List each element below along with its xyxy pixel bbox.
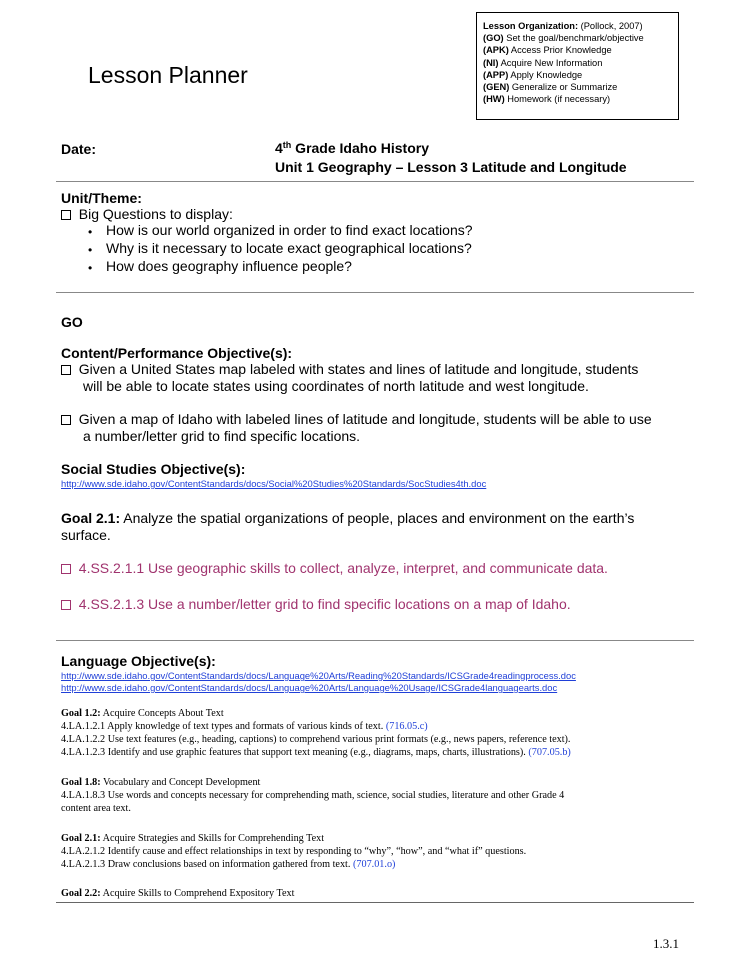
checkbox-icon xyxy=(61,210,71,220)
go-heading: GO xyxy=(61,314,83,330)
divider xyxy=(56,181,694,182)
checkbox-icon xyxy=(61,415,71,425)
theme-heading: Unit/Theme: xyxy=(61,190,142,206)
objective-1: Given a United States map labeled with states and lines of latitude and longitude, students xyxy=(61,361,638,378)
big-question: Why is it necessary to locate exact geographical locations? xyxy=(106,240,472,256)
big-questions-label: Big Questions to display: xyxy=(78,206,233,222)
goal-1-8: Goal 1.8: Vocabulary and Concept Development xyxy=(61,777,261,788)
language-heading: Language Objective(s): xyxy=(61,653,216,669)
bullet-icon: • xyxy=(88,243,93,257)
legend-row: (HW) Homework (if necessary) xyxy=(483,94,611,105)
standard-line: content area text. xyxy=(61,803,131,814)
standard-line: 4.LA.1.2.1 Apply knowledge of text types and formats of various kinds of text. (716.05.c) xyxy=(61,721,428,732)
footer-divider xyxy=(56,902,694,903)
grade-line: 4th Grade Idaho History xyxy=(275,140,429,156)
goal-2-2: Goal 2.2: Acquire Skills to Comprehend Expository Text xyxy=(61,888,295,899)
big-questions-row xyxy=(61,206,233,223)
big-question: How is our world organized in order to find exact locations? xyxy=(106,222,473,238)
legend-row: (GO) Set the goal/benchmark/objective xyxy=(483,33,644,44)
page-title: Lesson Planner xyxy=(88,62,248,88)
language-link-reading[interactable]: http://www.sde.idaho.gov/ContentStandards/docs/Language%20Arts/Reading%20Standards/ICSGrade4readingprocess.doc xyxy=(61,670,576,681)
big-question: How does geography influence people? xyxy=(106,258,352,274)
legend-row: (APP) Apply Knowledge xyxy=(483,69,583,80)
legend-row: (GEN) Generalize or Summarize xyxy=(483,82,618,93)
standard-line: 4.LA.1.2.3 Identify and use graphic features that support text meaning (e.g., diagrams, maps, charts, illustrations). (707.05.b) xyxy=(61,747,571,758)
unit-line: Unit 1 Geography – Lesson 3 Latitude and Longitude xyxy=(275,159,627,175)
objectives-heading: Content/Performance Objective(s): xyxy=(61,345,293,361)
standard-line: 4.LA.1.8.3 Use words and concepts necessary for comprehending math, science, social studies, literature and other Grade 4 xyxy=(61,790,565,801)
standard-line: 4.LA.2.1.3 Draw conclusions based on information gathered from text. (707.01.o) xyxy=(61,859,396,870)
date-label: Date: xyxy=(61,141,97,157)
goal-2-1-line2: surface. xyxy=(61,527,111,543)
legend-row: (NI) Acquire New Information xyxy=(483,57,603,68)
legend-row: (APK) Access Prior Knowledge xyxy=(483,45,612,56)
goal-2-1: Goal 2.1: Analyze the spatial organizations of people, places and environment on the earth’s xyxy=(61,510,635,526)
divider xyxy=(56,640,694,641)
language-link-usage[interactable]: http://www.sde.idaho.gov/ContentStandards/docs/Language%20Arts/Language%20Usage/ICSGrade4languagearts.doc xyxy=(61,682,558,693)
social-studies-link[interactable]: http://www.sde.idaho.gov/ContentStandards/docs/Social%20Studies%20Standards/SocStudies4th.doc xyxy=(61,478,487,489)
divider xyxy=(56,292,694,293)
bullet-icon: • xyxy=(88,225,93,239)
social-studies-heading: Social Studies Objective(s): xyxy=(61,461,246,477)
standard-4ss2-1-3: 4.SS.2.1.3 Use a number/letter grid to find specific locations on a map of Idaho. xyxy=(61,596,571,612)
goal-2-1-language: Goal 2.1: Acquire Strategies and Skills for Comprehending Text xyxy=(61,833,325,844)
legend-source: (Pollock, 2007) xyxy=(578,21,643,31)
objective-2: Given a map of Idaho with labeled lines of latitude and longitude, students will be able to use xyxy=(61,411,652,428)
checkbox-icon xyxy=(61,600,71,610)
standard-line: 4.LA.1.2.2 Use text features (e.g., heading, captions) to comprehend various print formats (e.g., news papers, reference text). xyxy=(61,734,571,745)
legend-heading-row xyxy=(483,20,672,32)
lesson-organization-legend xyxy=(476,12,679,120)
standard-line: 4.LA.2.1.2 Identify cause and effect relationships in text by responding to “why”, “how”, and “what if” questions. xyxy=(61,846,527,857)
legend-heading: Lesson Organization: xyxy=(483,21,579,31)
bullet-icon: • xyxy=(88,261,93,275)
checkbox-icon xyxy=(61,564,71,574)
standard-4ss2-1-1: 4.SS.2.1.1 Use geographic skills to collect, analyze, interpret, and communicate data. xyxy=(61,560,608,576)
objective-2-line2: a number/letter grid to find specific locations. xyxy=(83,428,361,444)
checkbox-icon xyxy=(61,365,71,375)
goal-1-2: Goal 1.2: Acquire Concepts About Text xyxy=(61,708,224,719)
page-number: 1.3.1 xyxy=(653,936,679,951)
objective-1-line2: will be able to locate states using coordinates of north latitude and west longitude. xyxy=(83,378,589,394)
